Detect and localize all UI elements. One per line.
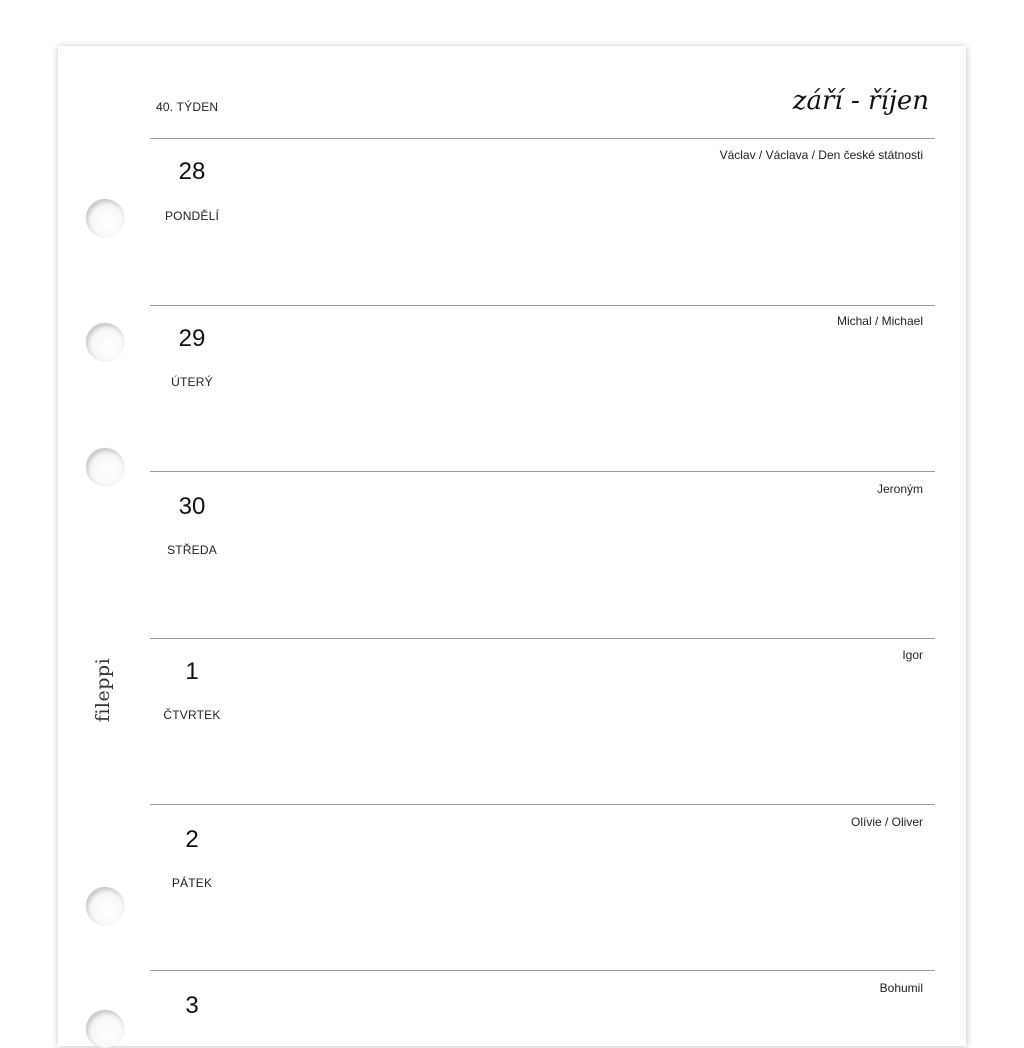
day-number: 2 — [185, 826, 199, 853]
nameday-label: Michal / Michael — [836, 314, 923, 328]
nameday-label: Olívie / Oliver — [850, 815, 923, 829]
day-row-tuesday[interactable] — [0, 305, 1024, 471]
day-name: PÁTEK — [171, 876, 213, 890]
day-number: 28 — [178, 158, 206, 185]
day-row-friday[interactable] — [0, 804, 1024, 970]
nameday-label: Bohumil — [879, 981, 923, 995]
day-name: ÚTERÝ — [171, 375, 213, 389]
nameday-label: Václav / Václava / Den české státnosti — [719, 148, 923, 162]
day-name: ČTVRTEK — [163, 708, 221, 722]
day-number: 30 — [178, 493, 206, 520]
day-row-monday[interactable] — [0, 138, 1024, 304]
day-name: PONDĚLÍ — [164, 209, 220, 223]
brand-logo-text: fileppi — [92, 657, 114, 723]
day-number: 1 — [185, 658, 199, 685]
nameday-label: Igor — [902, 648, 923, 662]
week-number: 40. TÝDEN — [156, 100, 219, 114]
nameday-label: Jeroným — [876, 482, 923, 496]
day-row-thursday[interactable] — [0, 638, 1024, 804]
day-row-wednesday[interactable] — [0, 471, 1024, 637]
month-range-title: září - říjen — [792, 86, 929, 116]
day-number: 29 — [178, 325, 206, 352]
day-name: STŘEDA — [167, 543, 217, 557]
day-row-saturday[interactable] — [0, 970, 1024, 1024]
day-number: 3 — [185, 992, 199, 1019]
